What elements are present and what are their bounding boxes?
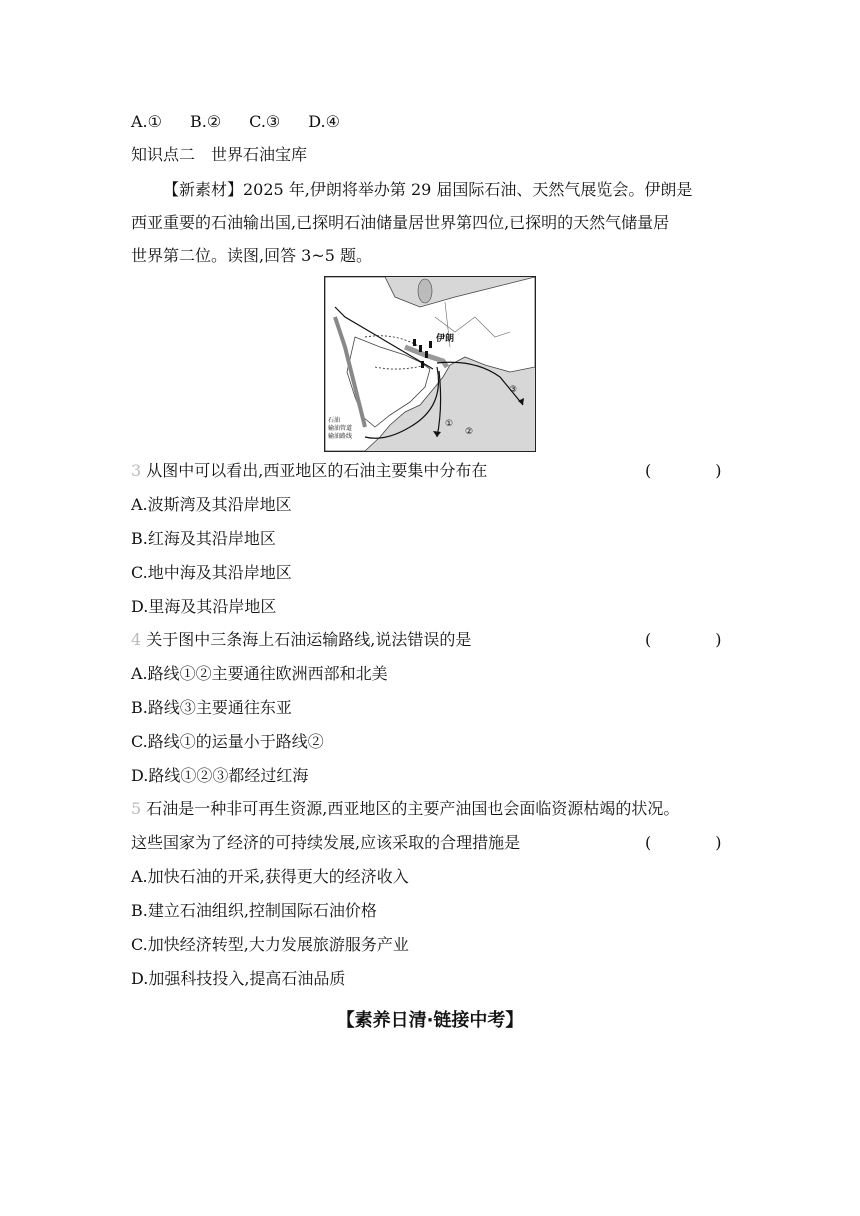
question-stem: 石油是一种非可再生资源,西亚地区的主要产油国也会面临资源枯竭的状况。	[146, 799, 680, 818]
answer-blank[interactable]: ( )	[645, 461, 722, 480]
route-label-3: ③	[509, 385, 518, 395]
q3-option-d: D.里海及其沿岸地区	[131, 597, 277, 616]
previous-question-options	[131, 112, 368, 132]
legend-oil: 石油	[328, 417, 341, 424]
q5-option-b: B.建立石油组织,控制国际石油价格	[131, 901, 377, 920]
route-label-1: ①	[445, 419, 454, 429]
option-c: C.③	[249, 112, 281, 131]
q4-option-d: D.路线①②③都经过红海	[131, 766, 309, 785]
option-b: B.②	[189, 112, 222, 131]
q4-option-a: A.路线①②主要通往欧洲西部和北美	[131, 664, 388, 683]
legend-route: 输油路线	[328, 433, 353, 440]
q4-option-c: C.路线①的运量小于路线②	[131, 732, 324, 751]
footer-section-title: 【素养日清·链接中考】	[336, 1010, 524, 1031]
intro-line-3: 世界第二位。读图,回答 3~5 题。	[131, 246, 373, 265]
map-graphic	[325, 277, 535, 451]
question-number: 3	[131, 461, 142, 480]
question-5	[131, 799, 679, 819]
q5-option-d: D.加强科技投入,提高石油品质	[131, 969, 346, 988]
section-heading: 知识点二 世界石油宝库	[131, 145, 308, 164]
q4-option-b: B.路线③主要通往东亚	[131, 698, 292, 717]
question-number: 4	[131, 630, 142, 649]
map-legend	[328, 417, 352, 441]
question-stem: 从图中可以看出,西亚地区的石油主要集中分布在	[146, 461, 488, 480]
question-5-stem-2: 这些国家为了经济的可持续发展,应该采取的合理措施是	[131, 833, 521, 852]
route-label-2: ②	[465, 427, 474, 437]
answer-blank[interactable]: ( )	[645, 833, 722, 852]
intro-line-2: 西亚重要的石油输出国,已探明石油储量居世界第四位,已探明的天然气储量居	[131, 213, 670, 232]
answer-blank[interactable]: ( )	[645, 630, 722, 649]
q3-option-a: A.波斯湾及其沿岸地区	[131, 495, 292, 514]
question-4	[131, 630, 471, 650]
question-stem: 关于图中三条海上石油运输路线,说法错误的是	[146, 630, 472, 649]
q3-option-c: C.地中海及其沿岸地区	[131, 563, 292, 582]
question-3	[131, 461, 487, 481]
q5-option-a: A.加快石油的开采,获得更大的经济收入	[131, 867, 409, 886]
legend-pipeline: 输油管道	[328, 425, 353, 432]
option-d: D.④	[308, 112, 340, 131]
option-a: A.①	[131, 112, 162, 131]
west-asia-oil-map	[324, 276, 536, 452]
q5-option-c: C.加快经济转型,大力发展旅游服务产业	[131, 935, 409, 954]
q3-option-b: B.红海及其沿岸地区	[131, 529, 276, 548]
question-number: 5	[131, 799, 142, 818]
intro-line-1: 【新素材】2025 年,伊朗将举办第 29 届国际石油、天然气展览会。伊朗是	[163, 180, 693, 199]
map-label-iran: 伊朗	[436, 334, 455, 344]
